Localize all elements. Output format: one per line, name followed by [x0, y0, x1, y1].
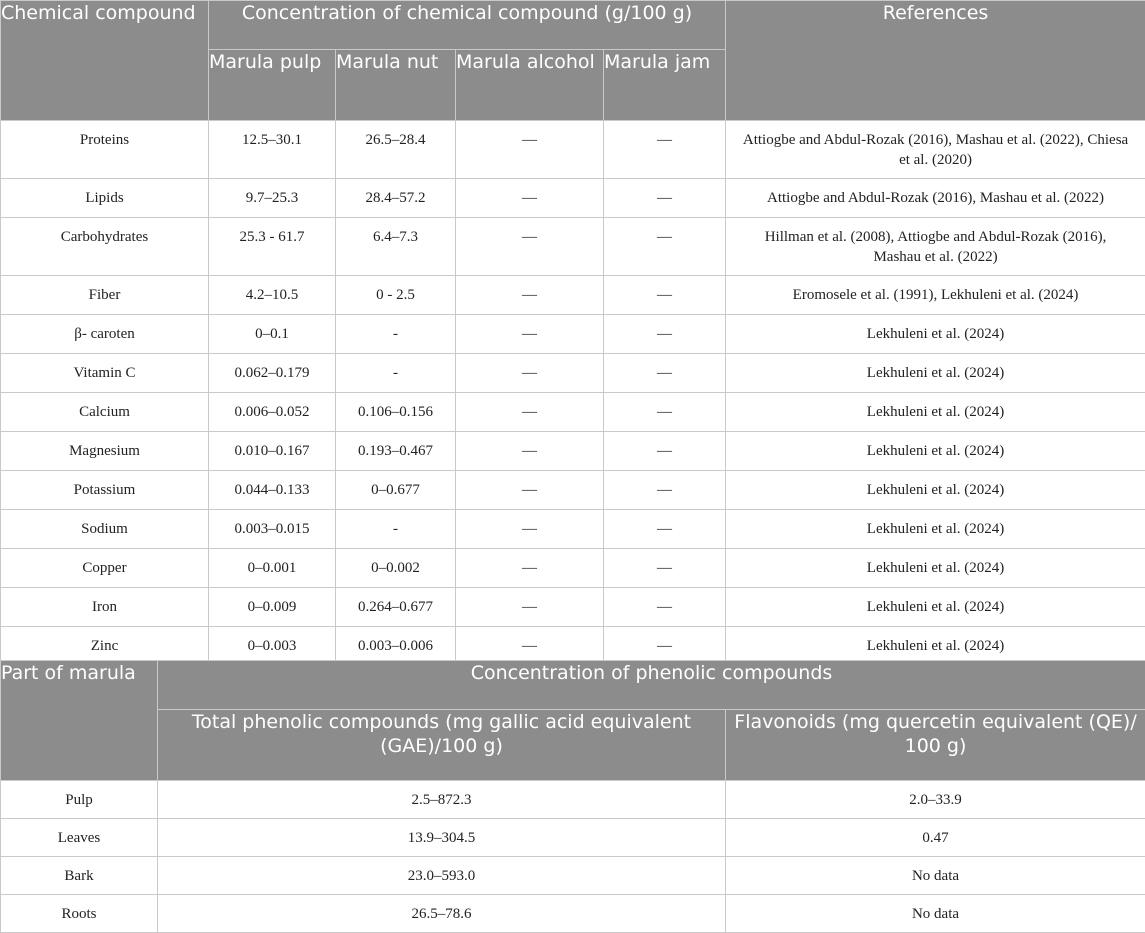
table-row: [1, 121, 1145, 179]
nut-value: 0.106–0.156: [336, 393, 456, 432]
table-row: [1, 393, 1145, 432]
part-name: Pulp: [1, 781, 158, 819]
pulp-value: 0.003–0.015: [209, 510, 336, 549]
alcohol-value: —: [456, 354, 604, 393]
flavonoid-value: 2.0–33.9: [726, 781, 1145, 819]
nut-value: 28.4–57.2: [336, 179, 456, 218]
nut-value: 0 - 2.5: [336, 276, 456, 315]
jam-value: —: [604, 354, 726, 393]
pulp-value: 25.3 - 61.7: [209, 218, 336, 276]
jam-value: —: [604, 588, 726, 627]
header-flavonoids: Flavonoids (mg quercetin equivalent (QE)/ 100 g): [726, 710, 1145, 781]
phenolic-value: 23.0–593.0: [158, 857, 726, 895]
table-row: [1, 179, 1145, 218]
jam-value: —: [604, 393, 726, 432]
reference-value: Lekhuleni et al. (2024): [726, 627, 1145, 666]
table-row: [1, 354, 1145, 393]
jam-value: —: [604, 627, 726, 666]
reference-value: Lekhuleni et al. (2024): [726, 510, 1145, 549]
table-row: [1, 819, 1145, 857]
header-references: References: [726, 1, 1145, 121]
reference-value: Lekhuleni et al. (2024): [726, 588, 1145, 627]
alcohol-value: —: [456, 627, 604, 666]
table-row: [1, 218, 1145, 276]
compound-name: Sodium: [1, 510, 209, 549]
compound-name: Fiber: [1, 276, 209, 315]
phenolic-value: 13.9–304.5: [158, 819, 726, 857]
header-part-of-marula: Part of marula: [1, 661, 158, 781]
table-row: [1, 510, 1145, 549]
nut-value: 0.003–0.006: [336, 627, 456, 666]
reference-value: Attiogbe and Abdul-Rozak (2016), Mashau et al. (2022): [726, 179, 1145, 218]
chemical-table-body: [1, 121, 1145, 666]
compound-name: Calcium: [1, 393, 209, 432]
pulp-value: 0–0.003: [209, 627, 336, 666]
phenolic-value: 26.5–78.6: [158, 895, 726, 933]
table-row: [1, 276, 1145, 315]
flavonoid-value: No data: [726, 895, 1145, 933]
reference-value: Attiogbe and Abdul-Rozak (2016), Mashau et al. (2022), Chiesa et al. (2020): [726, 121, 1145, 179]
alcohol-value: —: [456, 121, 604, 179]
alcohol-value: —: [456, 471, 604, 510]
reference-value: Lekhuleni et al. (2024): [726, 354, 1145, 393]
reference-value: Lekhuleni et al. (2024): [726, 549, 1145, 588]
jam-value: —: [604, 315, 726, 354]
compound-name: Magnesium: [1, 432, 209, 471]
alcohol-value: —: [456, 276, 604, 315]
alcohol-value: —: [456, 315, 604, 354]
pulp-value: 4.2–10.5: [209, 276, 336, 315]
compound-name: Carbohydrates: [1, 218, 209, 276]
nut-value: -: [336, 354, 456, 393]
part-name: Roots: [1, 895, 158, 933]
table-row: [1, 588, 1145, 627]
compound-name: Iron: [1, 588, 209, 627]
alcohol-value: —: [456, 588, 604, 627]
header-concentration: Concentration of chemical compound (g/100 g): [209, 1, 726, 50]
compound-name: Copper: [1, 549, 209, 588]
pulp-value: 0–0.009: [209, 588, 336, 627]
table-row: [1, 857, 1145, 895]
compound-name: Vitamin C: [1, 354, 209, 393]
pulp-value: 0.006–0.052: [209, 393, 336, 432]
pulp-value: 0.010–0.167: [209, 432, 336, 471]
phenolic-table-body: [1, 781, 1145, 933]
jam-value: —: [604, 121, 726, 179]
flavonoid-value: No data: [726, 857, 1145, 895]
nut-value: -: [336, 510, 456, 549]
pulp-value: 0–0.001: [209, 549, 336, 588]
pulp-value: 12.5–30.1: [209, 121, 336, 179]
part-name: Leaves: [1, 819, 158, 857]
header-phenolic-concentration: Concentration of phenolic compounds: [158, 661, 1145, 710]
jam-value: —: [604, 218, 726, 276]
header-marula-jam: Marula jam: [604, 50, 726, 121]
compound-name: Lipids: [1, 179, 209, 218]
pulp-value: 0–0.1: [209, 315, 336, 354]
flavonoid-value: 0.47: [726, 819, 1145, 857]
part-name: Bark: [1, 857, 158, 895]
table-row: [1, 549, 1145, 588]
reference-value: Lekhuleni et al. (2024): [726, 393, 1145, 432]
jam-value: —: [604, 432, 726, 471]
alcohol-value: —: [456, 549, 604, 588]
nut-value: 0–0.002: [336, 549, 456, 588]
nut-value: 0.193–0.467: [336, 432, 456, 471]
nut-value: 0.264–0.677: [336, 588, 456, 627]
phenolic-value: 2.5–872.3: [158, 781, 726, 819]
alcohol-value: —: [456, 510, 604, 549]
jam-value: —: [604, 276, 726, 315]
alcohol-value: —: [456, 432, 604, 471]
header-chemical-compound: Chemical compound: [1, 1, 209, 121]
nut-value: 26.5–28.4: [336, 121, 456, 179]
reference-value: Lekhuleni et al. (2024): [726, 471, 1145, 510]
header-marula-nut: Marula nut: [336, 50, 456, 121]
alcohol-value: —: [456, 179, 604, 218]
table-row: [1, 781, 1145, 819]
pulp-value: 9.7–25.3: [209, 179, 336, 218]
jam-value: —: [604, 510, 726, 549]
nut-value: 0–0.677: [336, 471, 456, 510]
jam-value: —: [604, 549, 726, 588]
pulp-value: 0.044–0.133: [209, 471, 336, 510]
jam-value: —: [604, 471, 726, 510]
phenolic-compounds-table: [0, 660, 1145, 933]
nut-value: 6.4–7.3: [336, 218, 456, 276]
table-row: [1, 315, 1145, 354]
header-total-phenolic: Total phenolic compounds (mg gallic acid equivalent (GAE)/100 g): [158, 710, 726, 781]
compound-name: Potassium: [1, 471, 209, 510]
jam-value: —: [604, 179, 726, 218]
table-row: [1, 471, 1145, 510]
reference-value: Hillman et al. (2008), Attiogbe and Abdul-Rozak (2016), Mashau et al. (2022): [726, 218, 1145, 276]
alcohol-value: —: [456, 218, 604, 276]
reference-value: Lekhuleni et al. (2024): [726, 432, 1145, 471]
reference-value: Lekhuleni et al. (2024): [726, 315, 1145, 354]
header-marula-alcohol: Marula alcohol: [456, 50, 604, 121]
nut-value: -: [336, 315, 456, 354]
pulp-value: 0.062–0.179: [209, 354, 336, 393]
compound-name: Proteins: [1, 121, 209, 179]
compound-name: Zinc: [1, 627, 209, 666]
alcohol-value: —: [456, 393, 604, 432]
header-marula-pulp: Marula pulp: [209, 50, 336, 121]
compound-name: β- caroten: [1, 315, 209, 354]
table-row: [1, 432, 1145, 471]
table-row: [1, 895, 1145, 933]
reference-value: Eromosele et al. (1991), Lekhuleni et al. (2024): [726, 276, 1145, 315]
